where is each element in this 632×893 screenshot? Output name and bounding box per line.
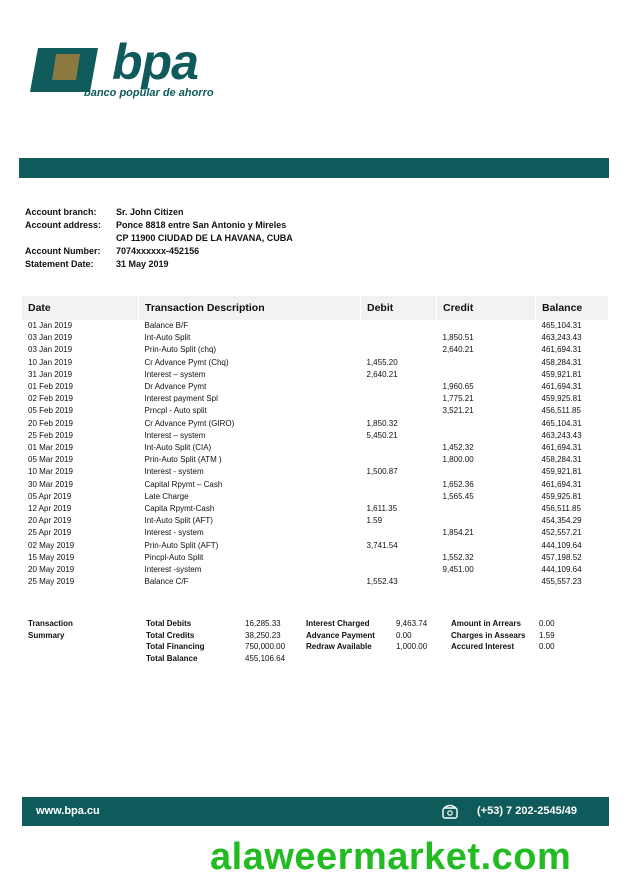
cell-credit — [437, 430, 536, 442]
cell-date: 03 Jan 2019 — [28, 333, 73, 343]
summary-amount-in-arrears: Amount in Arrears 0.00 — [451, 619, 555, 628]
cell-balance: 459,921.81 — [541, 467, 582, 477]
cell-credit: 3,521.21 — [442, 406, 474, 416]
cell-debit: 2,640.21 — [366, 369, 398, 379]
cell-date: 20 Feb 2019 — [28, 418, 73, 428]
cell-balance: 465,104.31 — [541, 418, 582, 428]
cell-date: 01 Jan 2019 — [28, 321, 73, 330]
cell-balance: 461,694.31 — [541, 382, 582, 392]
cell-credit: 1,850.51 — [442, 333, 474, 343]
transactions-body — [22, 320, 609, 588]
cell-credit: 1,552.32 — [442, 552, 474, 562]
cell-balance: 461,694.31 — [541, 345, 582, 355]
cell-credit: 1,652.36 — [442, 479, 474, 489]
summary-total-debits: Total Debits 16,285.33 — [146, 619, 281, 628]
table-row — [22, 381, 609, 393]
header-description: Transaction Description — [139, 296, 361, 320]
cell-balance: 461,694.31 — [541, 443, 582, 453]
cell-credit — [437, 466, 536, 478]
cell-debit — [361, 454, 437, 466]
footer-phone[interactable]: (+53) 7 202-2545/49 — [477, 805, 577, 817]
summary-col2 — [306, 618, 427, 653]
account-address-line1: Ponce 8818 entre San Antonio y Mireles — [116, 220, 287, 230]
cell-date: 05 Feb 2019 — [28, 406, 73, 416]
cell-date: 03 Jan 2019 — [28, 345, 73, 355]
cell-description: Capita Rpymt-Cash — [144, 504, 215, 514]
cell-date: 01 Feb 2019 — [28, 382, 73, 392]
statement-date-label: Statement Date: — [25, 259, 94, 269]
table-row — [22, 552, 609, 564]
cell-debit — [361, 405, 437, 417]
cell-debit: 1,611.35 — [366, 504, 398, 514]
cell-credit: 1,800.00 — [442, 455, 474, 465]
cell-debit — [361, 564, 437, 576]
cell-credit — [437, 503, 536, 515]
cell-description: Interest payment Spl — [144, 394, 218, 404]
cell-debit — [361, 393, 437, 405]
cell-description: Prin-Auto Split (AFT) — [144, 540, 219, 550]
summary-interest-charged: Interest Charged 9,463.74 — [306, 619, 428, 628]
table-row — [22, 430, 609, 442]
cell-date: 30 Mar 2019 — [28, 479, 73, 489]
summary-advance-payment: Advance Payment 0.00 — [306, 630, 412, 640]
summary-col3 — [451, 618, 555, 653]
cell-date: 02 May 2019 — [28, 540, 75, 550]
cell-balance: 459,921.81 — [541, 369, 582, 379]
cell-credit — [437, 515, 536, 527]
cell-balance: 456,511.85 — [541, 406, 581, 416]
cell-date: 15 May 2019 — [28, 552, 75, 562]
cell-credit — [437, 357, 536, 369]
cell-description: Prin-Auto Split (chq) — [144, 345, 217, 355]
cell-description: Int-Auto Split — [144, 333, 191, 343]
cell-debit — [361, 479, 437, 491]
cell-date: 12 Apr 2019 — [28, 504, 72, 514]
table-row — [22, 405, 609, 417]
table-row — [22, 357, 609, 369]
table-row — [22, 491, 609, 503]
footer-website-link[interactable]: www.bpa.cu — [36, 805, 100, 817]
cell-balance: 459,925.81 — [541, 491, 582, 501]
account-address-label: Account address: — [25, 220, 102, 230]
table-row — [22, 479, 609, 491]
phone-icon — [441, 802, 459, 820]
table-row — [22, 332, 609, 344]
cell-description: Int-Auto Split (CIA) — [144, 443, 212, 453]
cell-date: 25 May 2019 — [28, 577, 75, 587]
table-header-row — [22, 296, 609, 320]
cell-balance: 452,557.21 — [541, 528, 582, 538]
cell-credit — [437, 540, 536, 552]
cell-credit — [437, 418, 536, 430]
cell-debit — [361, 527, 437, 539]
cell-description: Late Charge — [144, 491, 189, 501]
cell-date: 10 Jan 2019 — [28, 357, 73, 367]
header-credit: Credit — [437, 296, 536, 320]
cell-description: Pincpl-Auto Split — [144, 552, 204, 562]
cell-date: 01 Mar 2019 — [28, 443, 73, 453]
cell-credit: 1,565.45 — [442, 491, 474, 501]
table-row — [22, 369, 609, 381]
account-branch-value: Sr. John Citizen — [116, 207, 184, 217]
cell-description: Cr Advance Pymt (GIRO) — [144, 418, 235, 428]
cell-balance: 465,104.31 — [541, 321, 582, 330]
cell-balance: 456,511.85 — [541, 504, 581, 514]
cell-credit: 1,960.65 — [442, 382, 474, 392]
summary-charges-in-arrears: Charges in Assears 1.59 — [451, 630, 555, 640]
cell-balance: 455,557.23 — [541, 577, 582, 587]
watermark-text: alaweermarket.com — [210, 836, 572, 878]
summary-title-line2: Summary — [28, 630, 65, 640]
cell-debit: 3,741.54 — [366, 540, 398, 550]
cell-balance: 454,354.29 — [541, 516, 582, 526]
cell-balance: 458,284.31 — [541, 357, 582, 367]
header-debit: Debit — [361, 296, 437, 320]
cell-description: Capital Rpymt – Cash — [144, 479, 223, 489]
cell-debit — [361, 320, 437, 332]
cell-credit — [437, 369, 536, 381]
table-row — [22, 503, 609, 515]
cell-description: Cr Advance Pymt (Chq) — [144, 357, 229, 367]
table-row — [22, 540, 609, 552]
account-number-label: Account Number: — [25, 246, 101, 256]
header-balance: Balance — [536, 296, 609, 320]
account-number-row — [25, 245, 293, 258]
cell-date: 25 Feb 2019 — [28, 430, 73, 440]
cell-balance: 457,198.52 — [541, 552, 582, 562]
cell-balance: 461,694.31 — [541, 479, 582, 489]
cell-debit: 1,552.43 — [366, 577, 398, 587]
cell-debit: 1,455.20 — [366, 357, 398, 367]
cell-credit: 1,854.21 — [442, 528, 474, 538]
footer-bar — [22, 797, 609, 826]
cell-balance: 444,109.64 — [541, 565, 582, 575]
summary-title-line1: Transaction — [28, 619, 73, 628]
cell-balance: 459,925.81 — [541, 394, 582, 404]
cell-debit — [361, 381, 437, 393]
cell-debit — [361, 491, 437, 503]
table-row — [22, 515, 609, 527]
cell-description: Balance C/F — [144, 577, 189, 587]
logo-tagline: banco popular de ahorro — [84, 87, 214, 99]
cell-debit — [361, 552, 437, 564]
account-address-line2: CP 11900 CIUDAD DE LA HAVANA, CUBA — [116, 233, 293, 243]
table-row — [22, 564, 609, 576]
statement-date-value: 31 May 2019 — [116, 259, 169, 269]
cell-description: Balance B/F — [144, 321, 189, 330]
account-address-row-2 — [25, 232, 293, 245]
cell-date: 20 Apr 2019 — [28, 516, 72, 526]
cell-description: Interest – system — [144, 430, 206, 440]
cell-description: Interest - system — [144, 528, 204, 538]
cell-debit: 5,450.21 — [366, 430, 398, 440]
cell-description: Prin-Auto Split (ATM ) — [144, 455, 222, 465]
cell-date: 31 Jan 2019 — [28, 369, 73, 379]
table-row — [22, 442, 609, 454]
table-row — [22, 320, 609, 332]
account-branch-row — [25, 206, 293, 219]
summary-title — [28, 618, 73, 641]
table-row — [22, 418, 609, 430]
cell-description: Dr Advance Pymt — [144, 382, 207, 392]
statement-date-row — [25, 258, 293, 271]
cell-balance: 463,243.43 — [541, 333, 582, 343]
cell-credit: 1,452.32 — [442, 443, 474, 453]
cell-description: Prncpl - Auto split — [144, 406, 207, 416]
cell-credit — [437, 320, 536, 332]
cell-credit: 9,451.00 — [442, 565, 474, 575]
account-info — [25, 206, 293, 271]
cell-date: 05 Apr 2019 — [28, 491, 72, 501]
bank-logo — [30, 34, 280, 102]
cell-debit — [361, 344, 437, 356]
summary-total-financing: Total Financing 750,000.00 — [146, 642, 286, 651]
cell-description: Interest - system — [144, 467, 204, 477]
header-date: Date — [22, 296, 139, 320]
table-row — [22, 454, 609, 466]
summary-total-credits: Total Credits 38,250.23 — [146, 630, 281, 640]
summary-accrued-interest: Accured Interest 0.00 — [451, 642, 555, 651]
account-number-value: 7074xxxxxx-452156 — [116, 246, 200, 256]
table-row — [22, 466, 609, 478]
cell-date: 05 Mar 2019 — [28, 455, 73, 465]
summary-total-balance: Total Balance 455,106.64 — [146, 653, 286, 663]
summary-redraw-available: Redraw Available 1,000.00 — [306, 642, 428, 651]
cell-description: Interest -system — [144, 565, 202, 575]
cell-debit: 1,500.87 — [366, 467, 398, 477]
cell-credit — [437, 576, 536, 588]
cell-date: 25 Apr 2019 — [28, 528, 72, 538]
table-row — [22, 393, 609, 405]
table-row — [22, 527, 609, 539]
summary-col1 — [146, 618, 285, 664]
cell-description: Int-Auto Split (AFT) — [144, 516, 213, 526]
account-address-row — [25, 219, 293, 232]
cell-balance: 458,284.31 — [541, 455, 582, 465]
cell-balance: 444,109.64 — [541, 540, 582, 550]
cell-balance: 463,243.43 — [541, 430, 582, 440]
header-bar — [19, 158, 609, 178]
transactions-table — [22, 296, 609, 588]
cell-description: Interest – system — [144, 369, 206, 379]
cell-credit: 1,775.21 — [442, 394, 474, 404]
cell-debit: 1,850.32 — [366, 418, 398, 428]
cell-credit: 2,640.21 — [442, 345, 474, 355]
cell-date: 10 Mar 2019 — [28, 467, 73, 477]
logo-wordmark: bpa — [112, 34, 198, 90]
cell-date: 02 Feb 2019 — [28, 394, 73, 404]
table-row — [22, 344, 609, 356]
cell-debit: 1.59 — [366, 516, 383, 526]
table-row — [22, 576, 609, 588]
cell-debit — [361, 332, 437, 344]
cell-debit — [361, 442, 437, 454]
account-branch-label: Account branch: — [25, 207, 97, 217]
cell-date: 20 May 2019 — [28, 565, 75, 575]
